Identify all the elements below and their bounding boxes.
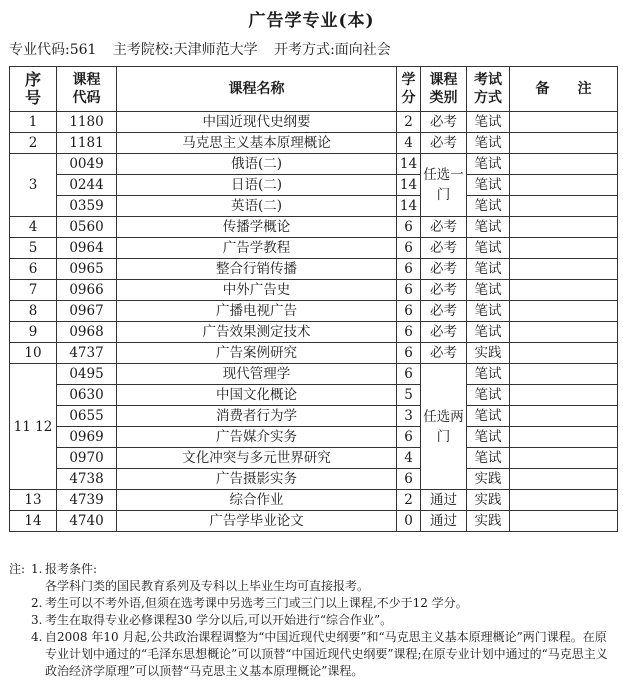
cell-exam: 笔试 [467, 259, 510, 280]
header-credit: 学 分 [397, 67, 421, 112]
exam-mode: 开考方式:面向社会 [274, 42, 391, 58]
notes-lead: 注: [9, 562, 26, 576]
cell-exam: 实践 [467, 469, 510, 490]
notes-section [9, 561, 617, 680]
cell-name: 中外广告史 [117, 280, 397, 301]
major-code: 专业代码:561 [9, 42, 97, 58]
table-row [10, 196, 618, 217]
cell-remark [510, 217, 618, 238]
table-row [10, 112, 618, 133]
note-number: 1. [31, 562, 43, 576]
cell-name: 综合作业 [117, 490, 397, 511]
cell-type: 必考 [421, 217, 467, 238]
cell-credit: 14 [397, 175, 421, 196]
cell-type: 任选两门 [421, 364, 467, 490]
note-3 [9, 612, 617, 629]
cell-exam: 笔试 [467, 280, 510, 301]
cell-exam: 笔试 [467, 154, 510, 175]
cell-name: 英语(二) [117, 196, 397, 217]
note-text: 报考条件: [45, 562, 98, 576]
note-number: 3. [31, 613, 43, 627]
cell-credit: 3 [397, 406, 421, 427]
note-number: 4. [31, 630, 43, 644]
cell-code: 4738 [57, 469, 117, 490]
table-row [10, 364, 618, 385]
cell-type: 通过 [421, 511, 467, 532]
note-text: 考生在取得专业必修课程30 学分以后,可以开始进行“综合作业”。 [45, 613, 393, 627]
cell-remark [510, 385, 618, 406]
cell-name: 俄语(二) [117, 154, 397, 175]
cell-credit: 4 [397, 133, 421, 154]
cell-remark [510, 490, 618, 511]
table-row [10, 427, 618, 448]
cell-type: 必考 [421, 280, 467, 301]
cell-remark [510, 427, 618, 448]
cell-remark [510, 406, 618, 427]
cell-name: 文化冲突与多元世界研究 [117, 448, 397, 469]
page-title: 广告学专业(本) [248, 11, 375, 31]
cell-credit: 6 [397, 259, 421, 280]
table-row [10, 259, 618, 280]
cell-credit: 4 [397, 448, 421, 469]
table-row [10, 343, 618, 364]
cell-remark [510, 259, 618, 280]
cell-name: 广告学毕业论文 [117, 511, 397, 532]
cell-exam: 实践 [467, 343, 510, 364]
cell-exam: 笔试 [467, 112, 510, 133]
header-seq: 序 号 [10, 67, 57, 112]
major-info [9, 39, 403, 59]
cell-name: 广告效果测定技术 [117, 322, 397, 343]
table-row [10, 511, 618, 532]
cell-exam: 笔试 [467, 133, 510, 154]
table-row [10, 154, 618, 175]
note-1 [9, 561, 617, 578]
cell-exam: 笔试 [467, 364, 510, 385]
cell-exam: 笔试 [467, 196, 510, 217]
cell-credit: 14 [397, 196, 421, 217]
cell-type: 必考 [421, 238, 467, 259]
cell-type: 通过 [421, 490, 467, 511]
cell-name: 广告学教程 [117, 238, 397, 259]
cell-type: 必考 [421, 322, 467, 343]
cell-seq: 3 [10, 154, 57, 217]
header-name: 课程名称 [117, 67, 397, 112]
cell-credit: 5 [397, 385, 421, 406]
cell-code: 0049 [57, 154, 117, 175]
cell-exam: 笔试 [467, 427, 510, 448]
cell-name: 日语(二) [117, 175, 397, 196]
table-row [10, 175, 618, 196]
cell-type: 必考 [421, 259, 467, 280]
cell-code: 0655 [57, 406, 117, 427]
note-text: 自2008 年10 月起,公共政治课程调整为“中国近现代史纲要”和“马克思主义基本原理概论”两门课程。在原专业计划中通过的“毛泽东思想概论”可以顶替“中国近现代史纲要”课程;在原专业计划中通过的“马克思主义政治经济学原理”可以顶替“马克思主义基本原理概论”课程。 [45, 630, 608, 678]
cell-code: 0966 [57, 280, 117, 301]
cell-remark [510, 511, 618, 532]
cell-credit: 6 [397, 469, 421, 490]
cell-credit: 6 [397, 301, 421, 322]
cell-seq: 9 [10, 322, 57, 343]
cell-remark [510, 133, 618, 154]
cell-code: 0964 [57, 238, 117, 259]
cell-code: 0969 [57, 427, 117, 448]
cell-type: 必考 [421, 112, 467, 133]
cell-remark [510, 343, 618, 364]
cell-name: 中国近现代史纲要 [117, 112, 397, 133]
cell-exam: 实践 [467, 490, 510, 511]
cell-credit: 6 [397, 427, 421, 448]
table-row [10, 301, 618, 322]
cell-exam: 笔试 [467, 448, 510, 469]
cell-credit: 6 [397, 322, 421, 343]
cell-name: 传播学概论 [117, 217, 397, 238]
table-header-row [10, 67, 618, 112]
cell-exam: 笔试 [467, 385, 510, 406]
header-type: 课程 类别 [421, 67, 467, 112]
header-remark: 备 注 [510, 67, 618, 112]
cell-code: 0495 [57, 364, 117, 385]
cell-seq: 6 [10, 259, 57, 280]
cell-type: 必考 [421, 133, 467, 154]
cell-code: 0970 [57, 448, 117, 469]
table-row [10, 217, 618, 238]
cell-code: 0968 [57, 322, 117, 343]
cell-code: 0967 [57, 301, 117, 322]
cell-remark [510, 280, 618, 301]
cell-remark [510, 112, 618, 133]
cell-name: 广告案例研究 [117, 343, 397, 364]
cell-seq: 1 [10, 112, 57, 133]
cell-seq: 2 [10, 133, 57, 154]
cell-code: 0560 [57, 217, 117, 238]
cell-exam: 笔试 [467, 301, 510, 322]
cell-credit: 6 [397, 343, 421, 364]
cell-type: 必考 [421, 301, 467, 322]
cell-exam: 笔试 [467, 217, 510, 238]
cell-credit: 6 [397, 364, 421, 385]
cell-credit: 2 [397, 490, 421, 511]
cell-seq: 13 [10, 490, 57, 511]
cell-code: 4737 [57, 343, 117, 364]
cell-remark [510, 175, 618, 196]
cell-remark [510, 364, 618, 385]
cell-code: 0244 [57, 175, 117, 196]
note-text: 考生可以不考外语,但须在选考课中另选考三门或三门以上课程,不少于12 学分。 [45, 596, 468, 610]
cell-exam: 笔试 [467, 238, 510, 259]
cell-seq: 4 [10, 217, 57, 238]
header-code: 课程 代码 [57, 67, 117, 112]
cell-seq: 10 [10, 343, 57, 364]
table-row [10, 406, 618, 427]
note-1-detail: 各学科门类的国民教育系列及专科以上毕业生均可直接报考。 [45, 579, 370, 593]
cell-seq: 14 [10, 511, 57, 532]
cell-remark [510, 448, 618, 469]
cell-type: 必考 [421, 343, 467, 364]
table-row [10, 385, 618, 406]
cell-code: 0359 [57, 196, 117, 217]
cell-seq: 5 [10, 238, 57, 259]
table-row [10, 490, 618, 511]
cell-credit: 0 [397, 511, 421, 532]
table-row [10, 133, 618, 154]
cell-name: 消费者行为学 [117, 406, 397, 427]
cell-exam: 实践 [467, 511, 510, 532]
cell-type: 任选一门 [421, 154, 467, 217]
exam-school: 主考院校:天津师范大学 [112, 42, 258, 58]
cell-code: 0630 [57, 385, 117, 406]
note-number: 2. [31, 596, 43, 610]
cell-name: 马克思主义基本原理概论 [117, 133, 397, 154]
cell-remark [510, 196, 618, 217]
cell-exam: 笔试 [467, 322, 510, 343]
cell-name: 中国文化概论 [117, 385, 397, 406]
cell-code: 1181 [57, 133, 117, 154]
cell-code: 1180 [57, 112, 117, 133]
cell-code: 0965 [57, 259, 117, 280]
note-4 [9, 629, 617, 680]
table-row [10, 280, 618, 301]
cell-code: 4739 [57, 490, 117, 511]
cell-credit: 14 [397, 154, 421, 175]
cell-credit: 6 [397, 217, 421, 238]
header-exam: 考试 方式 [467, 67, 510, 112]
cell-exam: 笔试 [467, 406, 510, 427]
cell-remark [510, 322, 618, 343]
table-row [10, 322, 618, 343]
cell-code: 4740 [57, 511, 117, 532]
cell-remark [510, 301, 618, 322]
cell-name: 整合行销传播 [117, 259, 397, 280]
cell-name: 广告摄影实务 [117, 469, 397, 490]
cell-seq: 11 12 [10, 364, 57, 490]
table-row [10, 469, 618, 490]
table-row [10, 238, 618, 259]
cell-credit: 6 [397, 280, 421, 301]
cell-name: 广告媒介实务 [117, 427, 397, 448]
cell-remark [510, 154, 618, 175]
cell-name: 广播电视广告 [117, 301, 397, 322]
cell-remark [510, 469, 618, 490]
cell-credit: 6 [397, 238, 421, 259]
cell-remark [510, 238, 618, 259]
course-table [9, 66, 618, 532]
cell-seq: 7 [10, 280, 57, 301]
note-2 [9, 595, 617, 612]
cell-credit: 2 [397, 112, 421, 133]
table-row [10, 448, 618, 469]
cell-name: 现代管理学 [117, 364, 397, 385]
cell-exam: 笔试 [467, 175, 510, 196]
cell-seq: 8 [10, 301, 57, 322]
